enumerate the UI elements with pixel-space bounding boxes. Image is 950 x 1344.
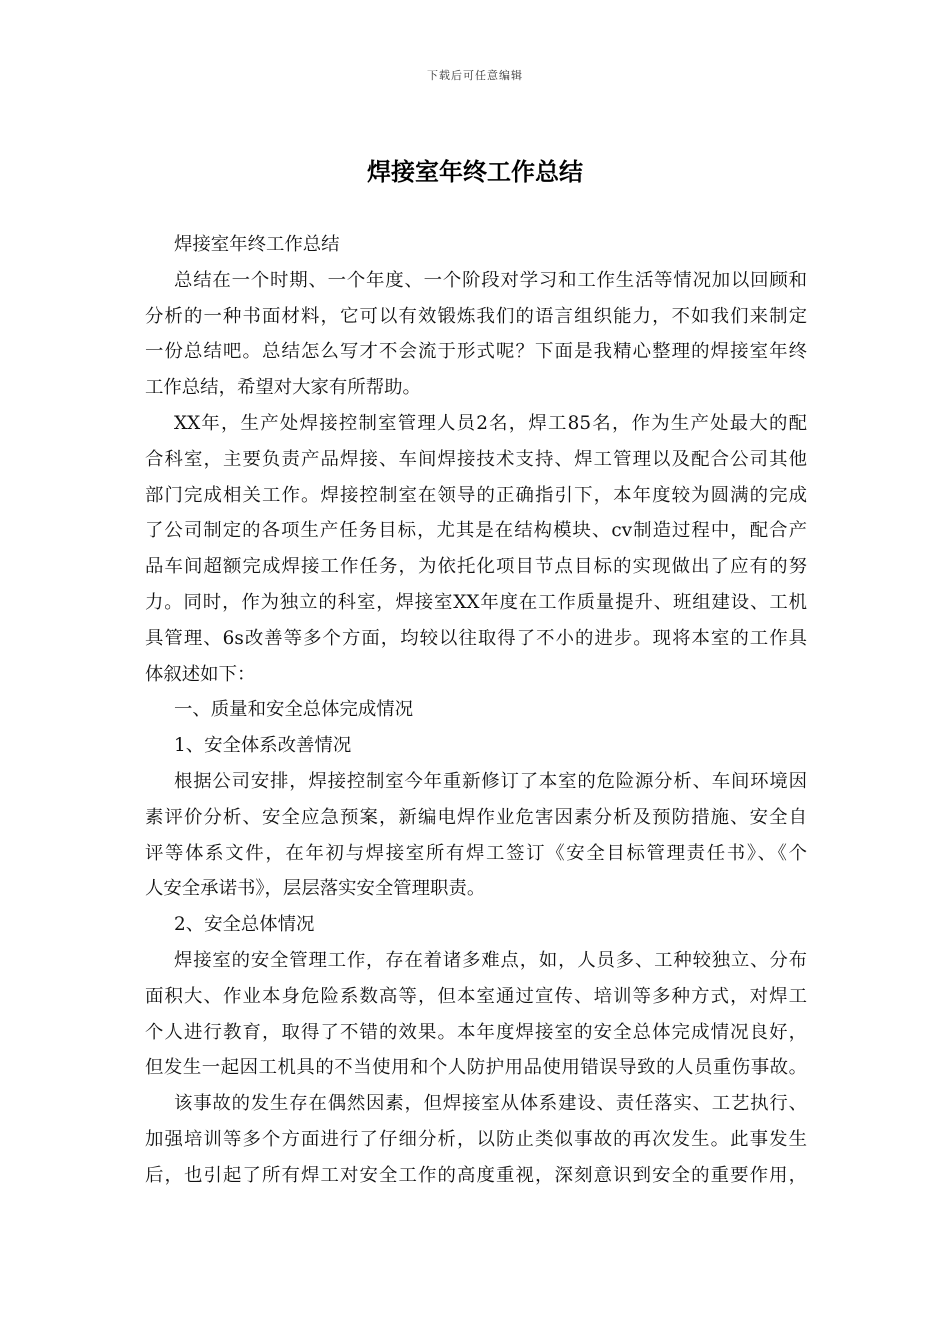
text-line: XX年，生产处焊接控制室管理人员2名，焊工85名，作为生产处最大的配 [174,412,807,434]
text-line: 评等体系文件，在年初与焊接室所有焊工签订《安全目标管理责任书》、《个 [145,842,807,864]
text-line: 总结在一个时期、一个年度、一个阶段对学习和工作生活等情况加以回顾和 [174,269,807,291]
text-line: 根据公司安排，焊接控制室今年重新修订了本室的危险源分析、车间环境因 [174,770,807,792]
text-line: 品车间超额完成焊接工作任务，为依托化项目节点目标的实现做出了应有的努 [145,556,807,578]
text-line: 工作总结，希望对大家有所帮助。 [145,377,421,399]
text-line: 加强培训等多个方面进行了仔细分析，以防止类似事故的再次发生。此事发生 [145,1128,807,1150]
text-line: 具管理、6s改善等多个方面，均较以往取得了不小的进步。现将本室的工作具 [145,627,807,649]
text-line: 体叙述如下： [145,663,256,685]
text-line: 焊接室的安全管理工作，存在着诸多难点，如，人员多、工种较独立、分布 [174,949,807,971]
text-line: 后，也引起了所有焊工对安全工作的高度重视，深刻意识到安全的重要作用， [145,1164,807,1186]
document-body [145,227,807,1194]
text-line: 1、安全体系改善情况 [174,735,352,757]
header-note: 下载后可任意编辑 [427,69,523,82]
text-line: 焊接室年终工作总结 [174,234,340,255]
text-line: 合科室，主要负责产品焊接、车间焊接技术支持、焊工管理以及配合公司其他 [145,448,807,470]
text-line: 力。同时，作为独立的科室，焊接室XX年度在工作质量提升、班组建设、工机 [145,591,807,613]
text-line: 人安全承诺书》，层层落实安全管理职责。 [145,878,486,900]
text-line: 分析的一种书面材料，它可以有效锻炼我们的语言组织能力，不如我们来制定 [145,305,807,327]
text-line: 一、质量和安全总体完成情况 [174,699,414,721]
text-line: 但发生一起因工机具的不当使用和个人防护用品使用错误导致的人员重伤事故。 [145,1057,807,1079]
text-line: 一份总结吧。总结怎么写才不会流于形式呢？下面是我精心整理的焊接室年终 [145,341,807,363]
text-line: 了公司制定的各项生产任务目标，尤其是在结构模块、cv制造过程中，配合产 [145,520,807,542]
text-line: 素评价分析、安全应急预案，新编电焊作业危害因素分析及预防措施、安全自 [145,806,807,828]
text-line: 2、安全总体情况 [174,914,315,936]
text-line: 面积大、作业本身危险系数高等，但本室通过宣传、培训等多种方式，对焊工 [145,985,807,1007]
document-title: 焊接室年终工作总结 [367,157,583,186]
text-line: 部门完成相关工作。焊接控制室在领导的正确指引下，本年度较为圆满的完成 [145,484,807,506]
text-line: 个人进行教育，取得了不错的效果。本年度焊接室的安全总体完成情况良好， [145,1021,807,1043]
text-line: 该事故的发生存在偶然因素，但焊接室从体系建设、责任落实、工艺执行、 [174,1093,807,1115]
